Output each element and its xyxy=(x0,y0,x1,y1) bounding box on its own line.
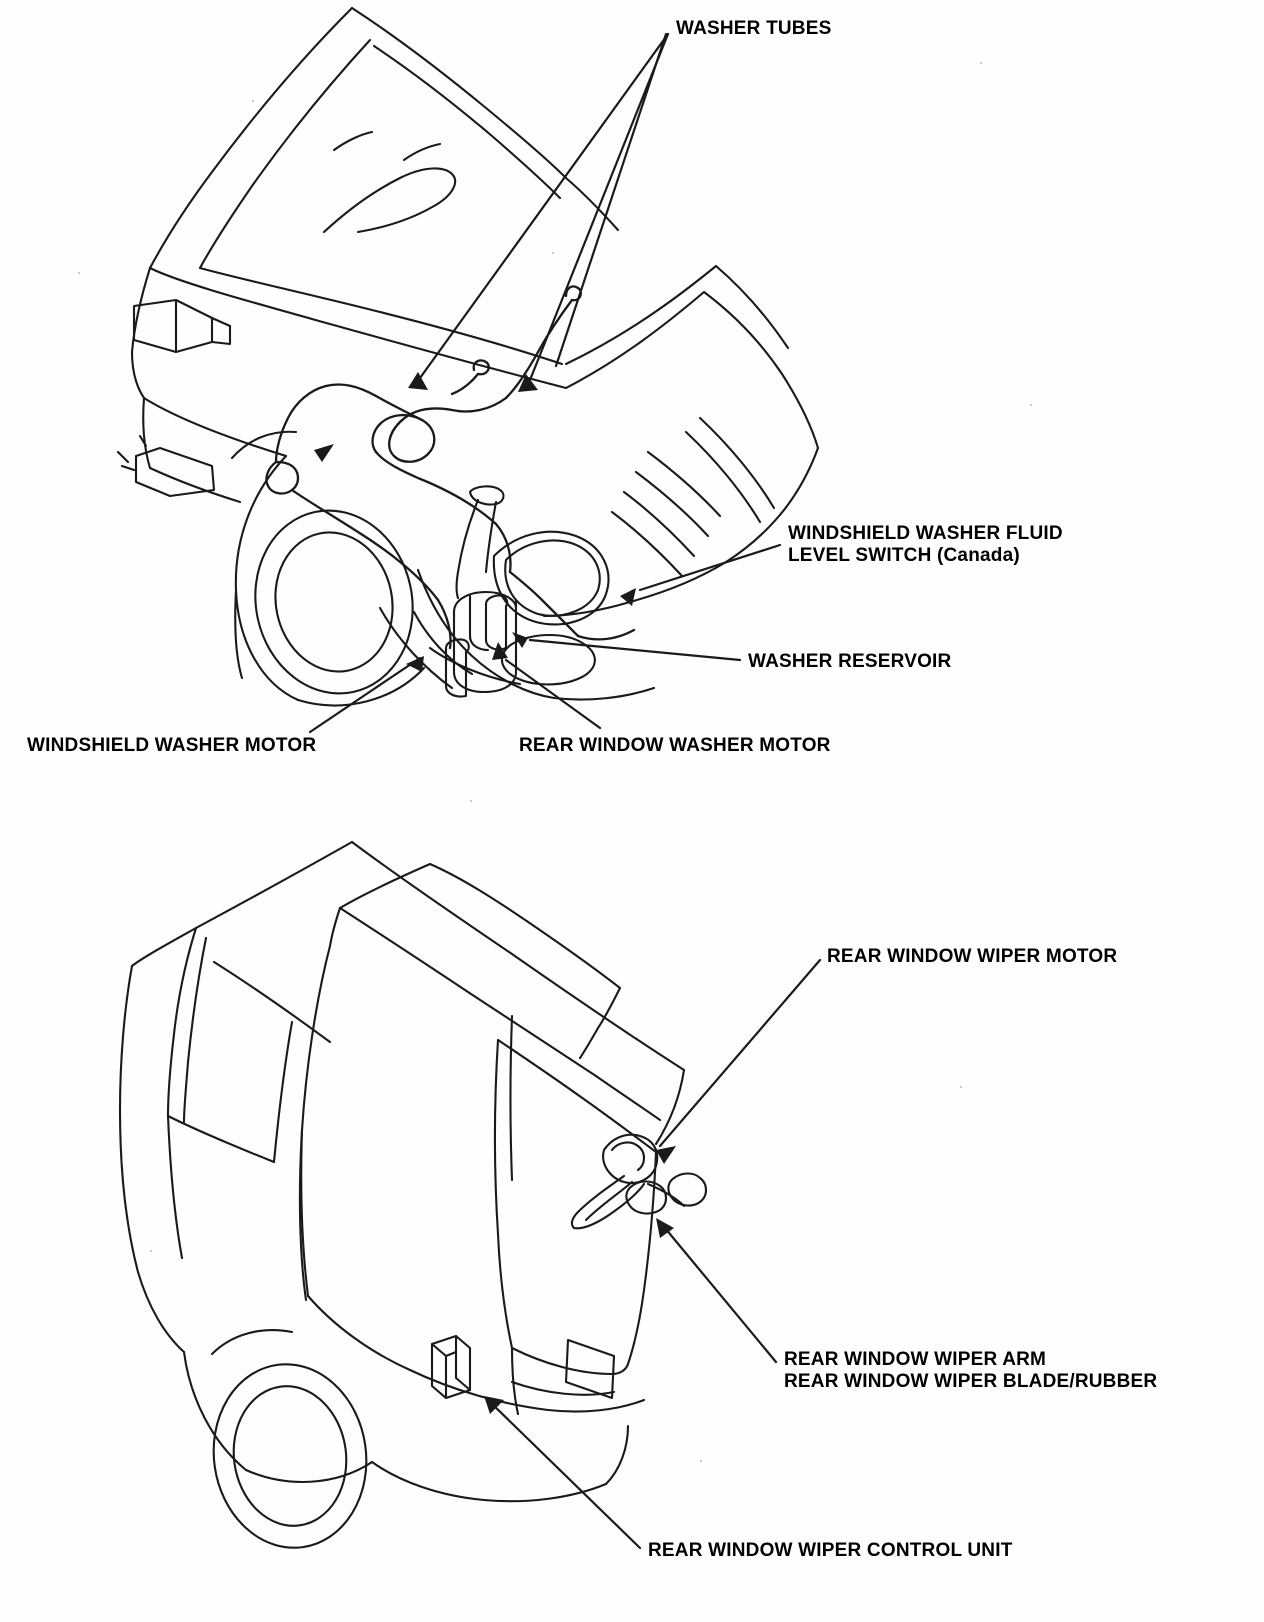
callout-label-rear-window-wiper-arm xyxy=(784,1349,1204,1394)
top-figure-arrowheads xyxy=(314,372,636,672)
scan-speck xyxy=(150,1250,152,1252)
callout-line-2: REAR WINDOW WIPER BLADE/RUBBER xyxy=(784,1371,1158,1393)
callout-line-1: WINDSHIELD WASHER FLUID xyxy=(788,523,1063,544)
callout-label-rear-window-washer-motor: REAR WINDOW WASHER MOTOR xyxy=(519,735,831,756)
callout-label-windshield-washer-motor: WINDSHIELD WASHER MOTOR xyxy=(27,735,317,756)
scan-speck xyxy=(1030,404,1032,406)
callout-line-1: REAR WINDOW WIPER ARM xyxy=(784,1349,1047,1370)
callout-label-washer-tubes: WASHER TUBES xyxy=(676,18,832,39)
bottom-vehicle-body xyxy=(120,842,706,1558)
scan-speck xyxy=(960,1086,962,1088)
callout-label-windshield-washer-fluid-level-switch xyxy=(788,523,1118,568)
washer-tubes-routing xyxy=(266,286,634,648)
scan-speck xyxy=(980,62,982,64)
scan-speck xyxy=(78,272,80,274)
callout-line-2: LEVEL SWITCH (Canada) xyxy=(788,545,1020,567)
callout-label-rear-window-wiper-motor: REAR WINDOW WIPER MOTOR xyxy=(827,946,1118,967)
callout-label-rear-window-wiper-control-unit: REAR WINDOW WIPER CONTROL UNIT xyxy=(648,1540,1013,1561)
scan-speck xyxy=(700,1460,702,1462)
callout-label-washer-reservoir: WASHER RESERVOIR xyxy=(748,651,952,672)
scan-speck xyxy=(252,100,254,102)
bottom-figure-leaders xyxy=(488,960,820,1548)
scan-speck xyxy=(470,800,472,802)
top-vehicle-body xyxy=(118,8,818,708)
scan-speck xyxy=(552,252,554,254)
